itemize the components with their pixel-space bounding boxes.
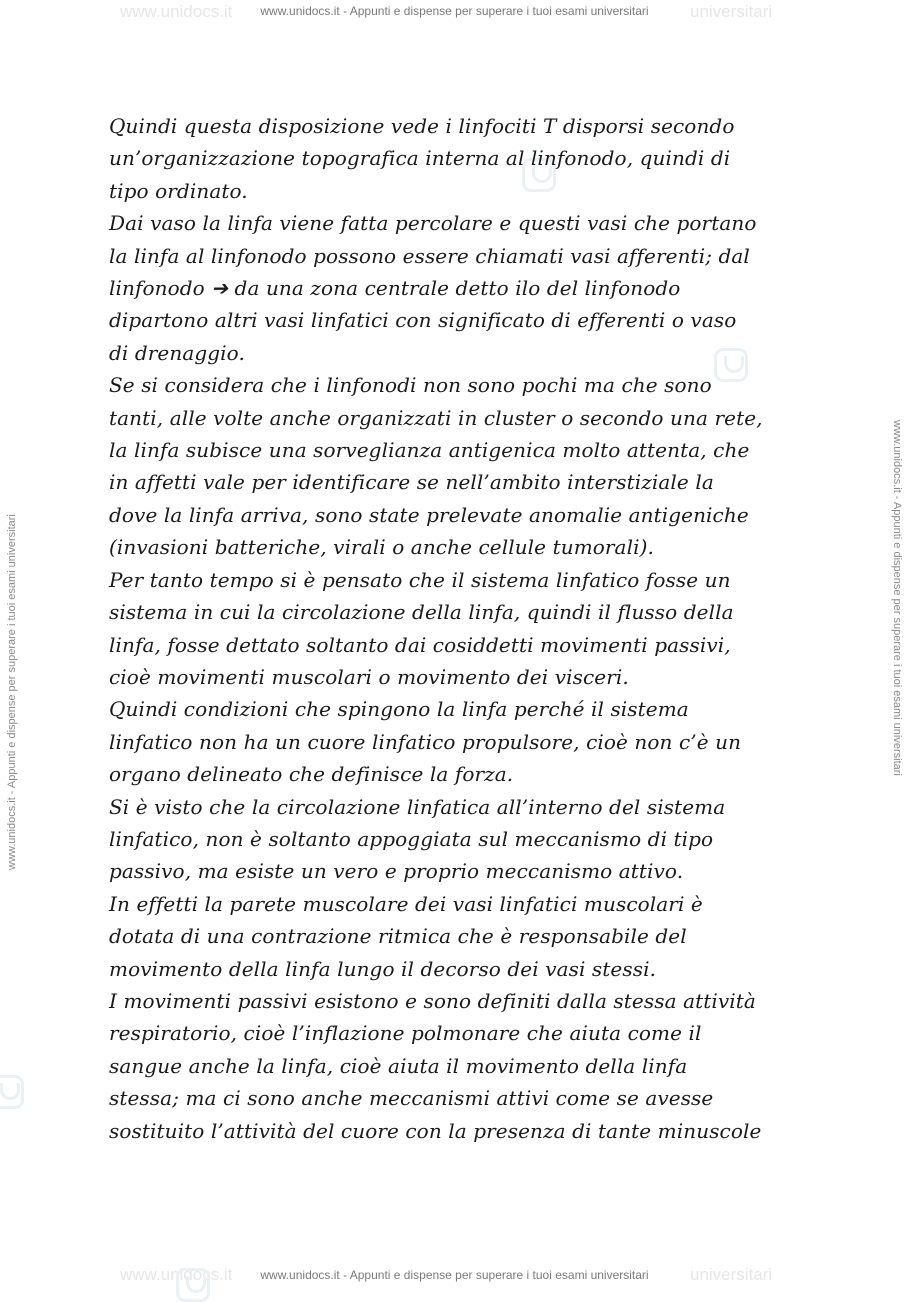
text-line: Quindi questa disposizione vede i linfociti T disporsi secondo <box>109 114 735 138</box>
header-watermark: www.unidocs.it - Appunti e dispense per superare i tuoi esami universitari <box>260 4 649 18</box>
text-line: respiratorio, cioè l’inflazione polmonare che aiuta come il <box>109 1021 702 1046</box>
text-line: dotata di una contrazione ritmica che è responsabile del <box>109 924 687 949</box>
paragraph <box>109 791 809 888</box>
text-line: stessa; ma ci sono anche meccanismi attivi come se avesse <box>109 1086 714 1111</box>
text-line: tanti, alle volte anche organizzati in cluster o secondo una rete, <box>109 405 763 430</box>
paragraph <box>109 110 809 207</box>
text-line: movimento della linfa lungo il decorso dei vasi stessi. <box>109 956 657 981</box>
text-line: Quindi condizioni che spingono la linfa perché il sistema <box>109 697 689 722</box>
text-line: linfonodo ➔ da una zona centrale detto ilo del linfonodo <box>109 276 681 301</box>
text-line: in affetti vale per identificare se nell’ambito interstiziale la <box>109 470 714 495</box>
document-body <box>109 110 809 1147</box>
text-line: Si è visto che la circolazione linfatica all’interno del sistema <box>109 794 726 819</box>
paragraph <box>109 888 809 985</box>
text-line: In effetti la parete muscolare dei vasi linfatici muscolari è <box>109 891 703 916</box>
text-line: cioè movimenti muscolari o movimento dei visceri. <box>109 664 629 689</box>
right-side-watermark: www.unidocs.it - Appunti e dispense per superare i tuoi esami universitari <box>891 420 903 776</box>
paragraph <box>109 369 809 563</box>
paragraph <box>109 207 809 369</box>
text-line: linfatico non ha un cuore linfatico propulsore, cioè non c’è un <box>109 729 742 754</box>
text-line: sostituito l’attività del cuore con la presenza di tante minuscole <box>109 1118 762 1143</box>
text-line: tipo ordinato. <box>109 178 248 203</box>
text-line: dove la linfa arriva, sono state prelevate anomalie antigeniche <box>109 502 749 527</box>
watermark-ghost-top-right: universitari <box>690 2 773 21</box>
text-line: un’organizzazione topografica interna al linfonodo, quindi di <box>109 146 731 171</box>
text-line: Dai vaso la linfa viene fatta percolare e questi vasi che portano <box>109 211 757 236</box>
text-line: Se si considera che i linfonodi non sono pochi ma che sono <box>109 373 712 398</box>
watermark-ghost-bottom: www.unidocs.it <box>120 1265 233 1284</box>
text-line: dipartono altri vasi linfatici con significato di efferenti o vaso <box>109 308 737 333</box>
paragraph <box>109 564 809 694</box>
text-line: I movimenti passivi esistono e sono definiti dalla stessa attività <box>109 988 756 1013</box>
text-line: di drenaggio. <box>109 340 245 365</box>
watermark-ghost-bottom-right: universitari <box>690 1265 773 1284</box>
text-line: la linfa subisce una sorveglianza antigenica molto attenta, che <box>109 438 750 463</box>
text-line: la linfa al linfonodo possono essere chiamati vasi afferenti; dal <box>109 243 750 268</box>
text-line: linfatico, non è soltanto appoggiata sul meccanismo di tipo <box>109 826 714 851</box>
text-line: passivo, ma esiste un vero e proprio meccanismo attivo. <box>109 859 684 884</box>
text-line: organo delineato che definisce la forza. <box>109 762 514 787</box>
text-line: linfa, fosse dettato soltanto dai cosiddetti movimenti passivi, <box>109 632 731 657</box>
left-side-watermark: www.unidocs.it - Appunti e dispense per superare i tuoi esami universitari <box>6 514 18 870</box>
text-line: (invasioni batteriche, virali o anche cellule tumorali). <box>109 535 654 560</box>
paragraph <box>109 985 809 1147</box>
text-line: Per tanto tempo si è pensato che il sistema linfatico fosse un <box>109 567 731 592</box>
footer-watermark: www.unidocs.it - Appunti e dispense per superare i tuoi esami universitari <box>260 1268 649 1282</box>
text-line: sangue anche la linfa, cioè aiuta il movimento della linfa <box>109 1053 688 1078</box>
paragraph <box>109 693 809 790</box>
text-line: sistema in cui la circolazione della linfa, quindi il flusso della <box>109 600 734 625</box>
unidocs-logo-icon <box>0 1075 24 1109</box>
watermark-ghost-top: www.unidocs.it <box>120 2 233 21</box>
